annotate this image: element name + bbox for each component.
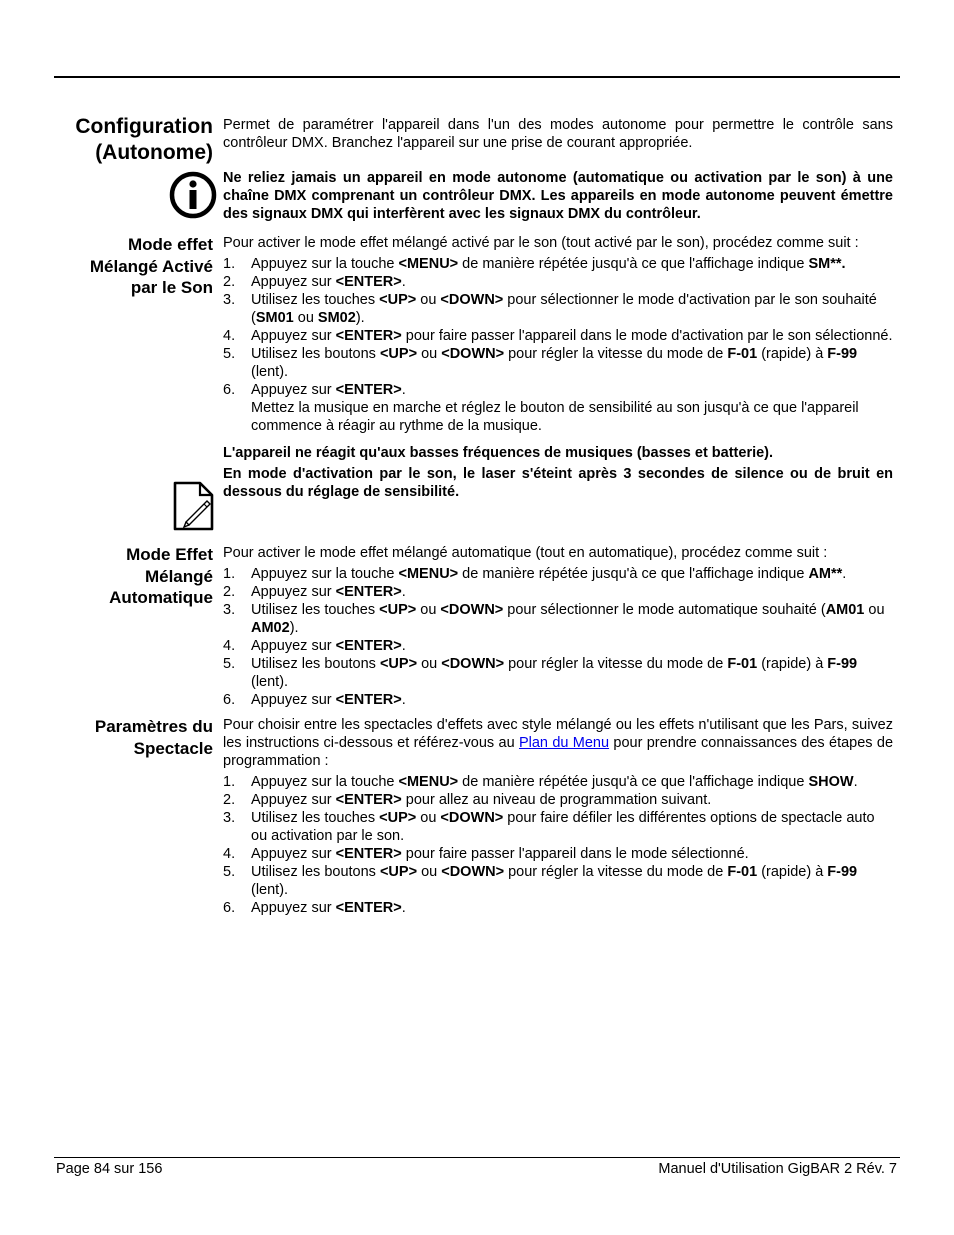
list-item [223,601,893,637]
step-key: <ENTER> [335,792,402,808]
step-number: 2. [223,792,236,808]
step-key: F-99 [827,864,858,880]
step-key: <DOWN> [440,810,504,826]
step-key: <ENTER> [335,382,402,398]
sound-note-1: L'appareil ne réagit qu'aux basses fréquences de musiques (basses et batterie). [223,445,774,461]
title-line: Mode Effet [126,545,213,564]
show-steps [223,773,893,917]
step-key: <ENTER> [335,274,402,290]
step-text: (lent). [251,674,289,690]
step-key: <UP> [379,810,417,826]
step-text: ). [355,310,365,326]
list-item [223,583,893,601]
step-text: Appuyez sur [251,846,336,862]
step-text: Appuyez sur la touche [251,566,399,582]
section-title-configuration [75,114,213,166]
list-item [223,863,893,899]
step-text: ou [293,310,318,326]
step-text: pour faire passer l'appareil dans le mode sélectionné. [401,846,749,862]
step-text: Appuyez sur [251,274,336,290]
step-number: 2. [223,584,236,600]
step-key: <UP> [379,292,417,308]
step-number: 4. [223,328,236,344]
step-number: 6. [223,382,236,398]
section-title-sound [90,234,213,299]
step-text: pour faire défiler les différentes options de spectacle auto ou activation par le son. [251,810,875,844]
header-rule [54,76,900,78]
step-text: (rapide) à [757,346,828,362]
list-item [223,845,893,863]
step-number: 6. [223,900,236,916]
auto-steps [223,565,893,709]
step-text: ou [417,656,442,672]
footer-rule [54,1157,900,1158]
list-item [223,791,893,809]
step-key: F-01 [727,656,758,672]
step-key: <UP> [379,602,417,618]
step-number: 4. [223,638,236,654]
step-text: . [401,382,406,398]
title-line: Mode effet [128,235,213,254]
step-text: Appuyez sur [251,638,336,654]
step-key: <UP> [379,656,418,672]
step-text: Utilisez les boutons [251,346,380,362]
step-text: pour sélectionner le mode d'activation par le son souhaité ( [251,292,877,326]
title-line: Automatique [109,588,213,607]
step-text: Appuyez sur [251,792,336,808]
step-number: 5. [223,346,236,362]
step-text: (rapide) à [757,656,828,672]
list-item [223,327,893,345]
sound-steps [223,255,893,435]
intro-text: pour prendre connaissances des étapes de programmation : [223,735,894,769]
step-text: . [401,900,406,916]
step-key: <UP> [379,864,418,880]
step-text: ou [416,602,441,618]
list-item [223,381,893,435]
step-key: <DOWN> [441,864,505,880]
step-text: . [401,692,406,708]
step-text: ou [416,810,441,826]
auto-content [223,544,893,709]
step-key: AM02 [251,620,290,636]
list-item [223,691,893,709]
step-key: F-01 [727,864,758,880]
step-text: (rapide) à [757,864,828,880]
step-key: <DOWN> [441,346,505,362]
sound-intro: Pour activer le mode effet mélangé activé par le son (tout activé par le son), procédez comme suit : [223,235,859,251]
step-key: SM01 [255,310,294,326]
section-title-auto [109,544,213,609]
step-text: pour faire passer l'appareil dans le mode d'activation par le son sélectionné. [401,328,893,344]
title-line: (Autonome) [95,141,213,164]
note-icon [170,480,216,532]
config-warning: Ne reliez jamais un appareil en mode autonome (automatique ou activation par le son) à une chaîne DMX comprenant un contrôleur DMX. Les appareils en mode autonome peuvent émettre des signaux DMX qui interfèrent avec les signaux DMX du contrôleur. [223,170,893,222]
step-key: <ENTER> [335,584,402,600]
step-text: Utilisez les touches [251,602,380,618]
step-key: F-01 [727,346,758,362]
step-key: <MENU> [398,774,459,790]
step-text: ou [864,602,885,618]
step-number: 1. [223,256,236,272]
step-text: de manière répétée jusqu'à ce que l'affichage indique [458,566,809,582]
step-text: pour sélectionner le mode automatique souhaité ( [503,602,826,618]
step-text: Utilisez les boutons [251,864,380,880]
step-key: AM01 [825,602,865,618]
step-key: <MENU> [398,566,459,582]
list-item [223,255,893,273]
step-text: Appuyez sur [251,382,336,398]
step-text: pour allez au niveau de programmation suivant. [401,792,712,808]
step-text: Appuyez sur [251,692,336,708]
step-number: 2. [223,274,236,290]
step-text: ou [417,346,442,362]
config-intro: Permet de paramétrer l'appareil dans l'un des modes autonome pour permettre le contrôle sans contrôleur DMX. Branchez l'appareil sur une prise de courant appropriée. [223,117,893,151]
step-text: Mettez la musique en marche et réglez le bouton de sensibilité au son jusqu'à ce que l'appareil commence à réagir au rythme de la musique. [251,400,859,434]
step-number: 3. [223,292,236,308]
step-number: 5. [223,864,236,880]
list-item [223,565,893,583]
step-text: Utilisez les touches [251,810,380,826]
step-key: <UP> [379,346,418,362]
step-text: ou [416,292,441,308]
step-number: 1. [223,566,236,582]
step-text: Utilisez les touches [251,292,380,308]
step-key: <DOWN> [440,292,504,308]
step-text: Utilisez les boutons [251,656,380,672]
title-line: Mélangé Activé [89,256,213,276]
list-item [223,773,893,791]
step-key: <ENTER> [335,692,402,708]
step-number: 3. [223,810,236,826]
title-line: Spectacle [133,738,213,758]
step-key: <ENTER> [335,900,402,916]
show-intro [223,716,893,770]
step-number: 3. [223,602,236,618]
sound-content [223,234,893,501]
section-title-show [95,716,213,759]
step-text: Appuyez sur [251,328,336,344]
list-item [223,637,893,655]
step-number: 6. [223,692,236,708]
step-key: <ENTER> [335,638,402,654]
title-line: Mélangé [144,566,213,586]
step-key: <DOWN> [440,602,504,618]
step-number: 4. [223,846,236,862]
step-key: F-99 [827,656,858,672]
step-text: (lent). [251,364,289,380]
config-content [223,116,893,223]
step-number: 1. [223,774,236,790]
step-key: SM**. [808,256,846,272]
step-text: ). [289,620,299,636]
step-key: <ENTER> [335,328,402,344]
step-key: SHOW [808,774,854,790]
step-text: (lent). [251,882,289,898]
step-key: <DOWN> [441,656,505,672]
step-text: de manière répétée jusqu'à ce que l'affichage indique [458,774,809,790]
list-item [223,809,893,845]
step-text: . [842,566,847,582]
step-text: pour régler la vitesse du mode de [504,864,728,880]
list-item [223,273,893,291]
sound-note-2: En mode d'activation par le son, le laser s'éteint après 3 secondes de silence ou de bruit en dessous du réglage de sensibilité. [223,466,893,500]
step-key: <ENTER> [335,846,402,862]
step-number: 5. [223,656,236,672]
info-icon [168,170,218,220]
title-line: par le Son [130,278,213,297]
step-text: ou [417,864,442,880]
manual-title: Manuel d'Utilisation GigBAR 2 Rév. 7 [658,1161,897,1177]
step-key: AM** [808,566,843,582]
title-line: Configuration [75,115,213,138]
step-key: <MENU> [398,256,459,272]
step-text: Appuyez sur la touche [251,774,399,790]
auto-intro: Pour activer le mode effet mélangé automatique (tout en automatique), procédez comme suit : [223,545,828,561]
step-text: pour régler la vitesse du mode de [504,656,728,672]
page-number: Page 84 sur 156 [56,1161,163,1177]
show-content [223,716,893,917]
step-key: SM02 [317,310,356,326]
menu-map-link[interactable]: Plan du Menu [518,735,610,751]
list-item [223,291,893,327]
step-text: . [401,274,406,290]
step-text: . [401,584,406,600]
step-key: F-99 [827,346,858,362]
step-text: . [853,774,858,790]
title-line: Paramètres du [94,717,213,736]
list-item [223,899,893,917]
list-item [223,655,893,691]
intro-text: Pour choisir entre les spectacles d'effets avec style mélangé ou les effets n'utilisant que les Pars, suivez les instructions ci-dessous et référez-vous au [223,717,893,751]
step-text: Appuyez sur [251,584,336,600]
step-text: . [401,638,406,654]
step-text: Appuyez sur la touche [251,256,399,272]
step-text: de manière répétée jusqu'à ce que l'affichage indique [458,256,809,272]
step-text: Appuyez sur [251,900,336,916]
step-text: pour régler la vitesse du mode de [504,346,728,362]
list-item [223,345,893,381]
